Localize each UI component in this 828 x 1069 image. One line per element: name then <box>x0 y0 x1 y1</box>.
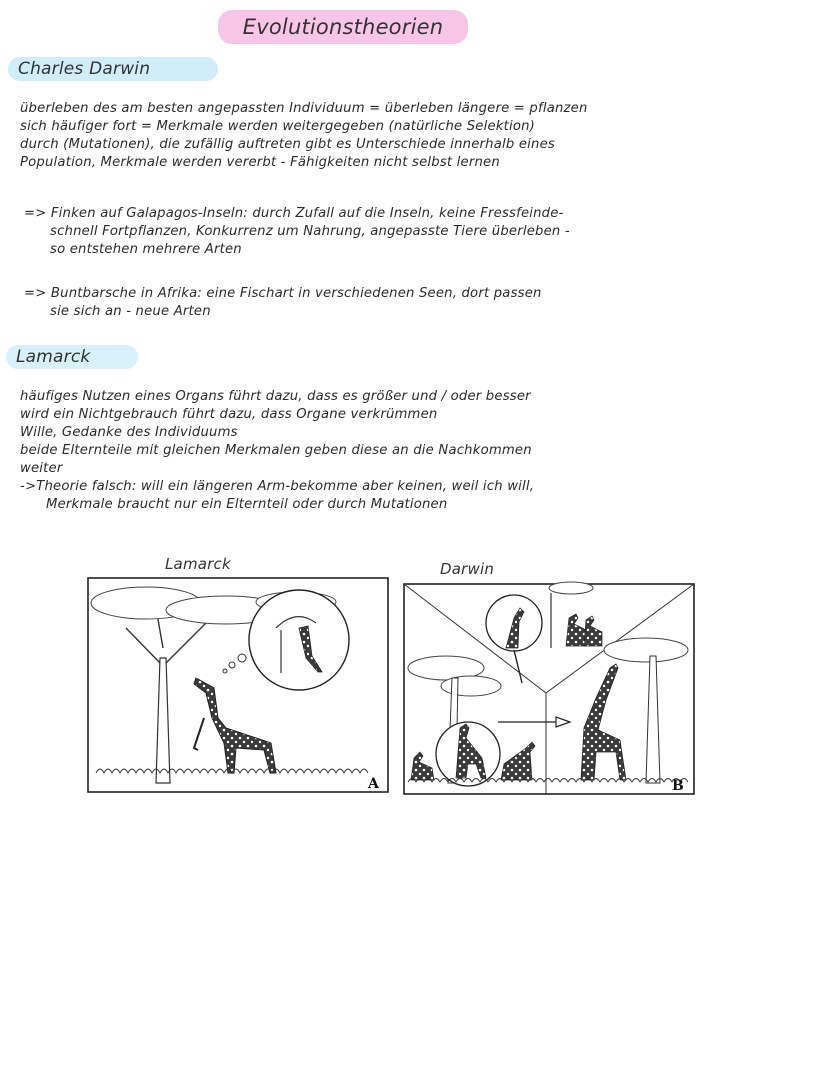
darwin-example-cichlids <box>24 285 824 321</box>
darwin-example-finches <box>24 205 824 259</box>
panel-darwin <box>404 582 694 794</box>
figure-caption-darwin: Darwin <box>440 560 495 578</box>
darwin-paragraph <box>20 100 820 172</box>
text-line: durch (Mutationen), die zufällig auftreten gibt es Unterschiede innerhalb eines <box>20 137 555 152</box>
text-line: ->Theorie falsch: will ein längeren Arm-bekomme aber keinen, weil ich will, <box>20 479 535 494</box>
text-line: Population, Merkmale werden vererbt - Fähigkeiten nicht selbst lernen <box>20 155 500 170</box>
text-line: weiter <box>20 461 63 476</box>
figure-caption-lamarck: Lamarck <box>165 555 231 573</box>
text-line: wird ein Nichtgebrauch führt dazu, dass Organe verkrümmen <box>20 407 438 422</box>
page-title: Evolutionstheorien <box>218 10 468 44</box>
text-line: schnell Fortpflanzen, Konkurrenz um Nahrung, angepasste Tiere überleben - <box>50 224 570 239</box>
text-line: Merkmale braucht nur ein Elternteil oder durch Mutationen <box>46 497 448 512</box>
text-line: => Finken auf Galapagos-Inseln: durch Zufall auf die Inseln, keine Fressfeinde- <box>24 206 564 221</box>
panel-label-b: B <box>672 778 684 794</box>
giraffe-illustration <box>86 568 698 804</box>
text-line: => Buntbarsche in Afrika: eine Fischart in verschiedenen Seen, dort passen <box>24 286 542 301</box>
text-line: sich häufiger fort = Merkmale werden weitergegeben (natürliche Selektion) <box>20 119 536 134</box>
text-line: so entstehen mehrere Arten <box>50 242 242 257</box>
panel-lamarck <box>88 578 388 792</box>
text-line: beide Elternteile mit gleichen Merkmalen geben diese an die Nachkommen <box>20 443 532 458</box>
text-line: überleben des am besten angepassten Individuum = überleben längere = pflanzen <box>20 101 588 116</box>
text-line: sie sich an - neue Arten <box>50 304 211 319</box>
section-heading-darwin: Charles Darwin <box>8 57 218 81</box>
section-heading-lamarck: Lamarck <box>6 345 138 369</box>
panel-label-a: A <box>368 776 379 792</box>
lamarck-paragraph <box>20 388 820 514</box>
text-line: häufiges Nutzen eines Organs führt dazu, dass es größer und / oder besser <box>20 389 531 404</box>
text-line: Wille, Gedanke des Individuums <box>20 425 238 440</box>
thought-bubble <box>249 590 349 690</box>
